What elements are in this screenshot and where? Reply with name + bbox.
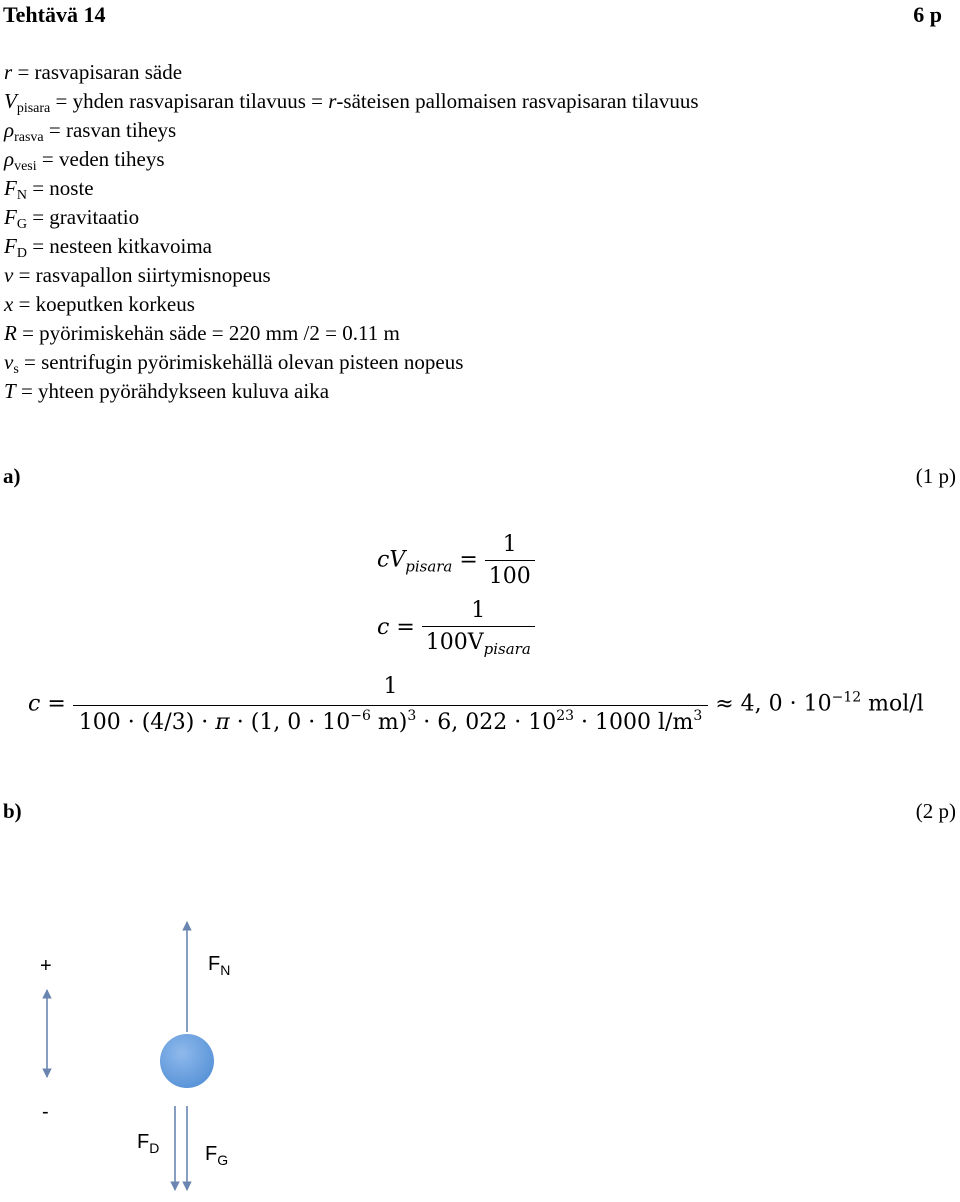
eq2-den-sub: pisara: [483, 640, 531, 658]
eq2-lhs: c: [377, 615, 390, 640]
definition-text: = noste: [26, 176, 94, 200]
definition-text: = yhden rasvapisaran tilavuus =: [50, 89, 329, 113]
definition-symbol: ρ: [4, 147, 15, 171]
eq3-fraction: [73, 674, 709, 735]
definition-extra-symbol: r: [328, 89, 337, 113]
force-diagram: [0, 900, 300, 1200]
eq2-denominator: [422, 626, 535, 658]
definition-text: = sentrifugin pyörimiskehällä olevan pisteen nopeus: [18, 350, 464, 374]
definition-row: [4, 87, 699, 116]
eq1-lhs-sub: pisara: [405, 557, 453, 576]
eq3-numerator: 1: [383, 674, 398, 699]
definition-row: [4, 232, 699, 261]
definition-subscript: vesi: [14, 159, 37, 174]
eq3-rhs-exp: −12: [831, 689, 862, 706]
definition-subscript: pisara: [16, 101, 51, 116]
definition-extra-text: -säteisen pallomaisen rasvapisaran tilavuus: [336, 89, 699, 113]
definition-row: [4, 174, 699, 203]
eq2-numerator: 1: [471, 598, 486, 623]
definition-symbol: F: [4, 205, 17, 229]
definition-row: [4, 116, 699, 145]
definition-subscript: rasva: [14, 130, 44, 145]
gravity-label: $F_G$: [205, 1143, 229, 1168]
part-a-points: (1 p): [915, 464, 956, 488]
definition-row: [4, 261, 699, 290]
definition-row: [4, 58, 699, 87]
definition-subscript: D: [16, 246, 27, 261]
part-b-points: (2 p): [915, 799, 956, 823]
definition-symbol: r: [4, 60, 13, 84]
eq2-fraction: [422, 598, 535, 658]
part-b-label: b): [3, 799, 22, 823]
definition-text: = koeputken korkeus: [13, 292, 195, 316]
definition-symbol: x: [4, 292, 14, 316]
eq3-den-exp1: −6: [350, 708, 371, 724]
eq1-numerator: 1: [502, 532, 517, 557]
equation-3: [28, 674, 924, 735]
eq1-lhs: cV: [377, 547, 406, 573]
definition-text: = gravitaatio: [26, 205, 140, 229]
definition-text: = rasvapisaran säde: [12, 60, 183, 84]
eq3-den-exp4: 3: [693, 708, 703, 724]
definition-symbol: v: [4, 350, 14, 374]
eq3-den-exp2: 3: [407, 708, 417, 724]
definition-symbol: R: [4, 321, 17, 345]
eq2-equals: =: [389, 615, 422, 640]
definition-subscript: s: [13, 362, 19, 377]
definition-text: = pyörimiskehän säde = 220 mm /2 = 0.11 m: [16, 321, 400, 345]
equation-1: [377, 532, 535, 589]
definition-text: = yhteen pyörähdykseen kuluva aika: [15, 379, 330, 403]
eq3-den-pi: π: [215, 710, 230, 735]
definition-subscript: G: [16, 217, 27, 232]
definition-symbol: ρ: [4, 118, 15, 142]
eq1-equals: =: [452, 547, 485, 573]
fat-droplet-ball: [160, 1034, 214, 1088]
eq1-denominator: 100: [485, 560, 535, 589]
definition-row: [4, 319, 699, 348]
task-title: Tehtävä 14: [3, 2, 106, 27]
eq3-rhs: ≈ 4, 0 · 10: [708, 691, 832, 717]
buoyancy-label: $F_N$: [208, 953, 231, 978]
definition-row: [4, 377, 699, 406]
eq1-fraction: [485, 532, 535, 589]
eq3-equals: =: [40, 691, 73, 717]
definition-row: [4, 290, 699, 319]
part-a-label: a): [3, 464, 21, 488]
task-points: 6 p: [913, 2, 942, 27]
definition-row: [4, 203, 699, 232]
drag-label: $F_D$: [137, 1131, 160, 1156]
negative-direction-label: -: [42, 1101, 49, 1123]
eq3-den-c: m): [370, 710, 408, 735]
definition-text: = veden tiheys: [36, 147, 165, 171]
definition-symbol: F: [4, 234, 17, 258]
eq3-den-exp3: 23: [556, 708, 575, 724]
positive-direction-label: +: [40, 955, 52, 977]
definition-subscript: N: [16, 188, 27, 203]
eq3-denominator: [73, 705, 709, 735]
eq3-den-d: · 6, 022 · 10: [416, 710, 557, 735]
definitions-list: [4, 58, 699, 406]
eq3-rhs-unit: mol/l: [861, 691, 924, 717]
definition-symbol: v: [4, 263, 14, 287]
definition-row: [4, 145, 699, 174]
definition-symbol: V: [4, 89, 17, 113]
eq2-den-text: 100V: [425, 630, 484, 655]
definition-row: [4, 348, 699, 377]
eq3-den-a: 100 · (4/3) ·: [78, 710, 216, 735]
definition-symbol: F: [4, 176, 17, 200]
eq3-lhs: c: [28, 691, 41, 717]
equation-2: [377, 598, 535, 658]
definition-text: = nesteen kitkavoima: [26, 234, 212, 258]
definition-text: = rasvan tiheys: [43, 118, 177, 142]
eq3-den-b: · (1, 0 · 10: [229, 710, 351, 735]
definition-text: = rasvapallon siirtymisnopeus: [13, 263, 271, 287]
eq3-den-e: · 1000 l/m: [574, 710, 694, 735]
definition-symbol: T: [4, 379, 16, 403]
